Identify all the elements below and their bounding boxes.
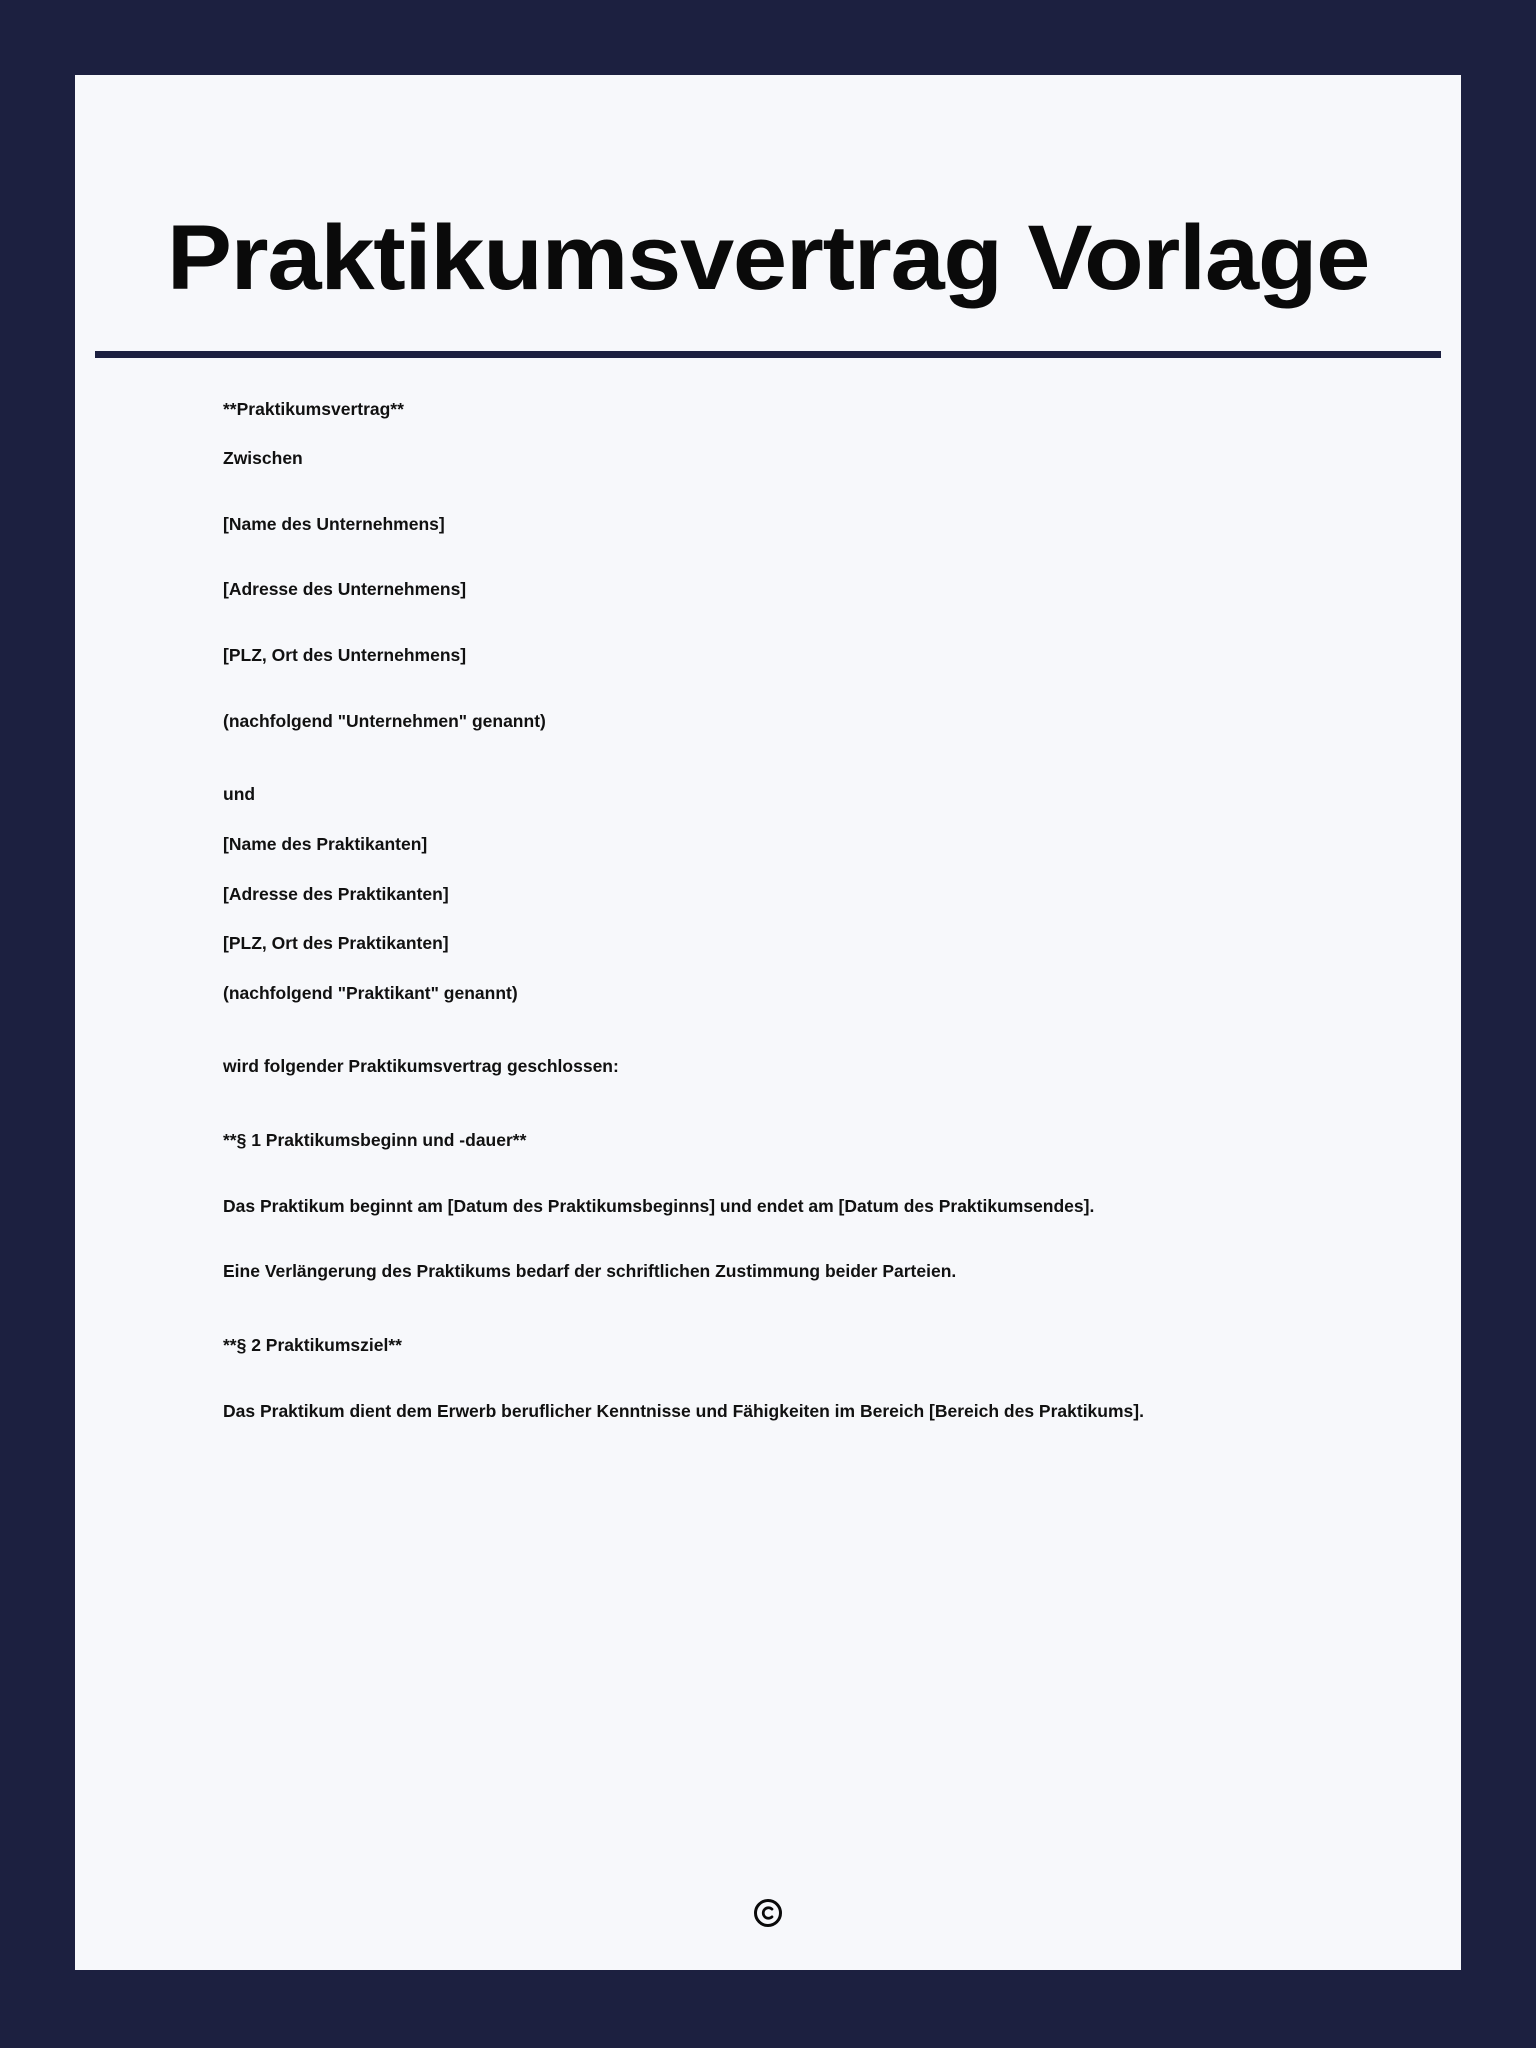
paragraph-spacer [223,906,1321,932]
paragraph-spacer [223,1153,1321,1195]
paragraph-section-2-heading: **§ 2 Praktikumsziel** [223,1334,402,1355]
paragraph-spacer [223,471,1321,513]
paragraph-spacer [223,1423,1321,1449]
title-block [75,75,1461,307]
paragraph-intern-alias: (nachfolgend "Praktikant" genannt) [223,982,518,1003]
paragraph-spacer [223,1358,1321,1400]
paragraph-and: und [223,784,256,805]
page-footer [75,1898,1461,1928]
paragraph-spacer [223,536,1321,578]
paragraph-heading-contract: **Praktikumsvertrag** [223,398,404,419]
paragraph-conclusion: wird folgender Praktikumsvertrag geschlossen: [223,1056,619,1077]
paragraph-company-zip-city: [PLZ, Ort des Unternehmens] [223,645,467,666]
document-page [75,75,1461,1970]
paragraph-spacer [223,1079,1321,1129]
title-divider-wrap [75,307,1461,358]
paragraph-spacer [223,857,1321,883]
paragraph-intern-address: [Adresse des Praktikanten] [223,883,449,904]
paragraph-spacer [223,807,1321,833]
paragraph-company-address: [Adresse des Unternehmens] [223,579,467,600]
copyright-icon [753,1898,783,1928]
paragraph-spacer [223,956,1321,982]
paragraph-spacer [223,1218,1321,1260]
paragraph-spacer [223,1284,1321,1334]
page-title: Praktikumsvertrag Vorlage [166,207,1370,309]
paragraph-spacer [223,421,1321,447]
paragraph-section-1-heading: **§ 1 Praktikumsbeginn und -dauer** [223,1130,527,1151]
paragraph-spacer [223,733,1321,783]
paragraph-spacer [223,602,1321,644]
paragraph-section-1-body-2: Eine Verlängerung des Praktikums bedarf der schriftlichen Zustimmung beider Parteien. [223,1261,957,1282]
paragraph-spacer [223,668,1321,710]
paragraph-section-2-body-1: Das Praktikum dient dem Erwerb beruflicher Kenntnisse und Fähigkeiten im Bereich [Bereich des Praktikums]. [223,1400,1144,1421]
paragraph-between: Zwischen [223,448,303,469]
paragraph-company-name: [Name des Unternehmens] [223,513,445,534]
paragraph-section-1-body-1: Das Praktikum beginnt am [Datum des Praktikumsbeginns] und endet am [Datum des Praktikumsendes]. [223,1195,1095,1216]
paragraph-intern-zip-city: [PLZ, Ort des Praktikanten] [223,933,449,954]
paragraph-spacer [223,1005,1321,1055]
paragraph-intern-name: [Name des Praktikanten] [223,833,428,854]
document-body [75,358,1461,1970]
paragraph-company-alias: (nachfolgend "Unternehmen" genannt) [223,710,546,731]
title-divider [95,351,1441,358]
